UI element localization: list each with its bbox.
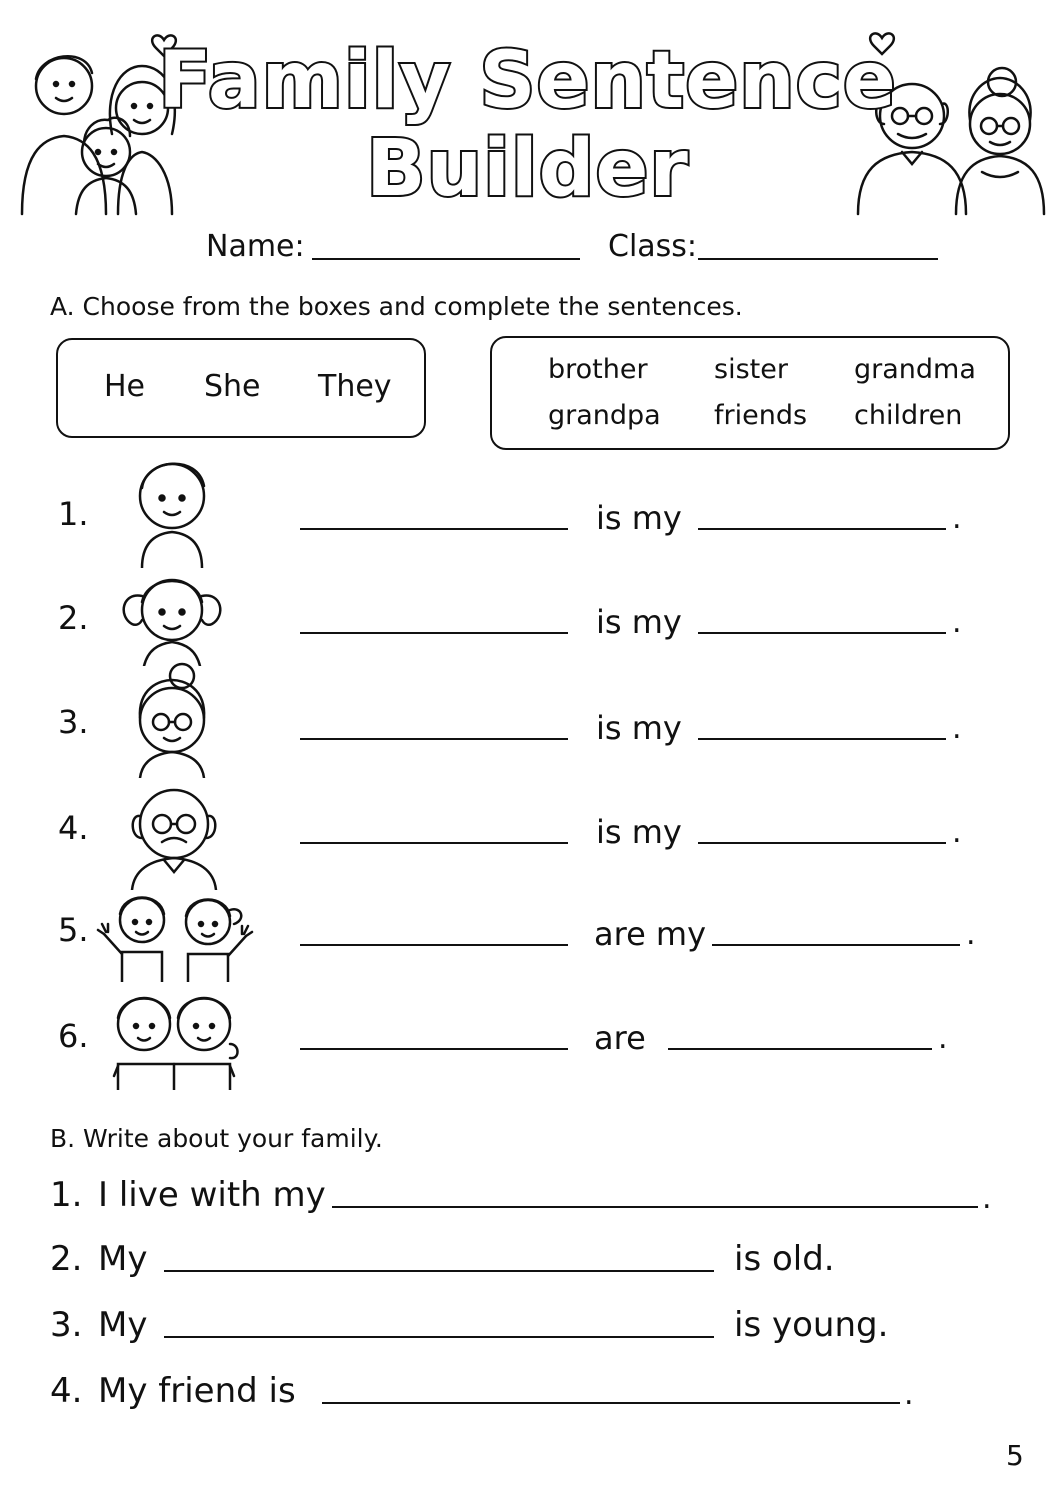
b-item-text: My xyxy=(98,1239,148,1279)
subject-blank[interactable] xyxy=(300,528,568,530)
hugging-friends-icon xyxy=(106,990,242,1090)
family-word-blank[interactable] xyxy=(698,842,946,844)
subject-blank[interactable] xyxy=(300,842,568,844)
full-stop: . xyxy=(938,1021,948,1056)
girl-icon xyxy=(114,566,230,666)
grandpa-icon xyxy=(124,780,224,890)
waving-children-icon xyxy=(92,890,258,982)
sentence-middle: is my xyxy=(596,603,682,641)
full-stop: . xyxy=(952,605,962,640)
page-number: 5 xyxy=(1006,1439,1024,1472)
full-stop: . xyxy=(904,1377,914,1412)
word-sister: sister xyxy=(714,354,788,385)
item-number: 2. xyxy=(58,599,89,637)
old-family-blank[interactable] xyxy=(164,1270,714,1272)
sentence-middle: are xyxy=(594,1019,646,1057)
subject-blank[interactable] xyxy=(300,738,568,740)
full-stop: . xyxy=(952,815,962,850)
adjective-blank[interactable] xyxy=(668,1048,932,1050)
name-field[interactable] xyxy=(312,258,580,260)
friend-blank[interactable] xyxy=(322,1402,900,1404)
word-friends: friends xyxy=(714,400,808,431)
b-item-number: 3. xyxy=(50,1305,83,1345)
full-stop: . xyxy=(982,1181,992,1216)
word-grandma: grandma xyxy=(854,354,976,385)
item-number: 6. xyxy=(58,1017,89,1055)
name-label: Name: xyxy=(206,229,305,264)
pronoun-they: They xyxy=(318,369,392,404)
sentence-middle: is my xyxy=(596,709,682,747)
grandma-icon xyxy=(128,662,218,778)
subject-blank[interactable] xyxy=(300,632,568,634)
pronoun-she: She xyxy=(204,369,261,404)
subject-blank[interactable] xyxy=(300,944,568,946)
b-item-ending: is young. xyxy=(734,1305,889,1345)
b-item-text: I live with my xyxy=(98,1175,326,1215)
section-b-instruction: B. Write about your family. xyxy=(50,1124,383,1153)
full-stop: . xyxy=(952,711,962,746)
young-family-blank[interactable] xyxy=(164,1336,714,1338)
word-grandpa: grandpa xyxy=(548,400,661,431)
boy-icon xyxy=(128,450,218,568)
word-children: children xyxy=(854,400,963,431)
section-a-instruction: A. Choose from the boxes and complete the sentences. xyxy=(50,292,743,321)
item-number: 5. xyxy=(58,911,89,949)
family-word-blank[interactable] xyxy=(712,944,960,946)
full-stop: . xyxy=(966,917,976,952)
live-with-blank[interactable] xyxy=(332,1206,978,1208)
b-item-number: 4. xyxy=(50,1371,83,1411)
class-field[interactable] xyxy=(698,258,938,260)
item-number: 4. xyxy=(58,809,89,847)
full-stop: . xyxy=(952,501,962,536)
b-item-number: 1. xyxy=(50,1175,83,1215)
sentence-middle: is my xyxy=(596,499,682,537)
sentence-middle: are my xyxy=(594,915,707,953)
b-item-number: 2. xyxy=(50,1239,83,1279)
worksheet-title: Family Sentence xyxy=(158,36,897,126)
sentence-middle: is my xyxy=(596,813,682,851)
class-label: Class: xyxy=(608,229,698,264)
pronoun-he: He xyxy=(104,369,146,404)
family-word-blank[interactable] xyxy=(698,632,946,634)
word-brother: brother xyxy=(548,354,648,385)
family-word-blank[interactable] xyxy=(698,738,946,740)
worksheet-title-line2: Builder xyxy=(366,124,689,214)
family-word-blank[interactable] xyxy=(698,528,946,530)
item-number: 1. xyxy=(58,495,89,533)
b-item-text: My friend is xyxy=(98,1371,296,1411)
subject-blank[interactable] xyxy=(300,1048,568,1050)
item-number: 3. xyxy=(58,703,89,741)
b-item-text: My xyxy=(98,1305,148,1345)
b-item-ending: is old. xyxy=(734,1239,835,1279)
